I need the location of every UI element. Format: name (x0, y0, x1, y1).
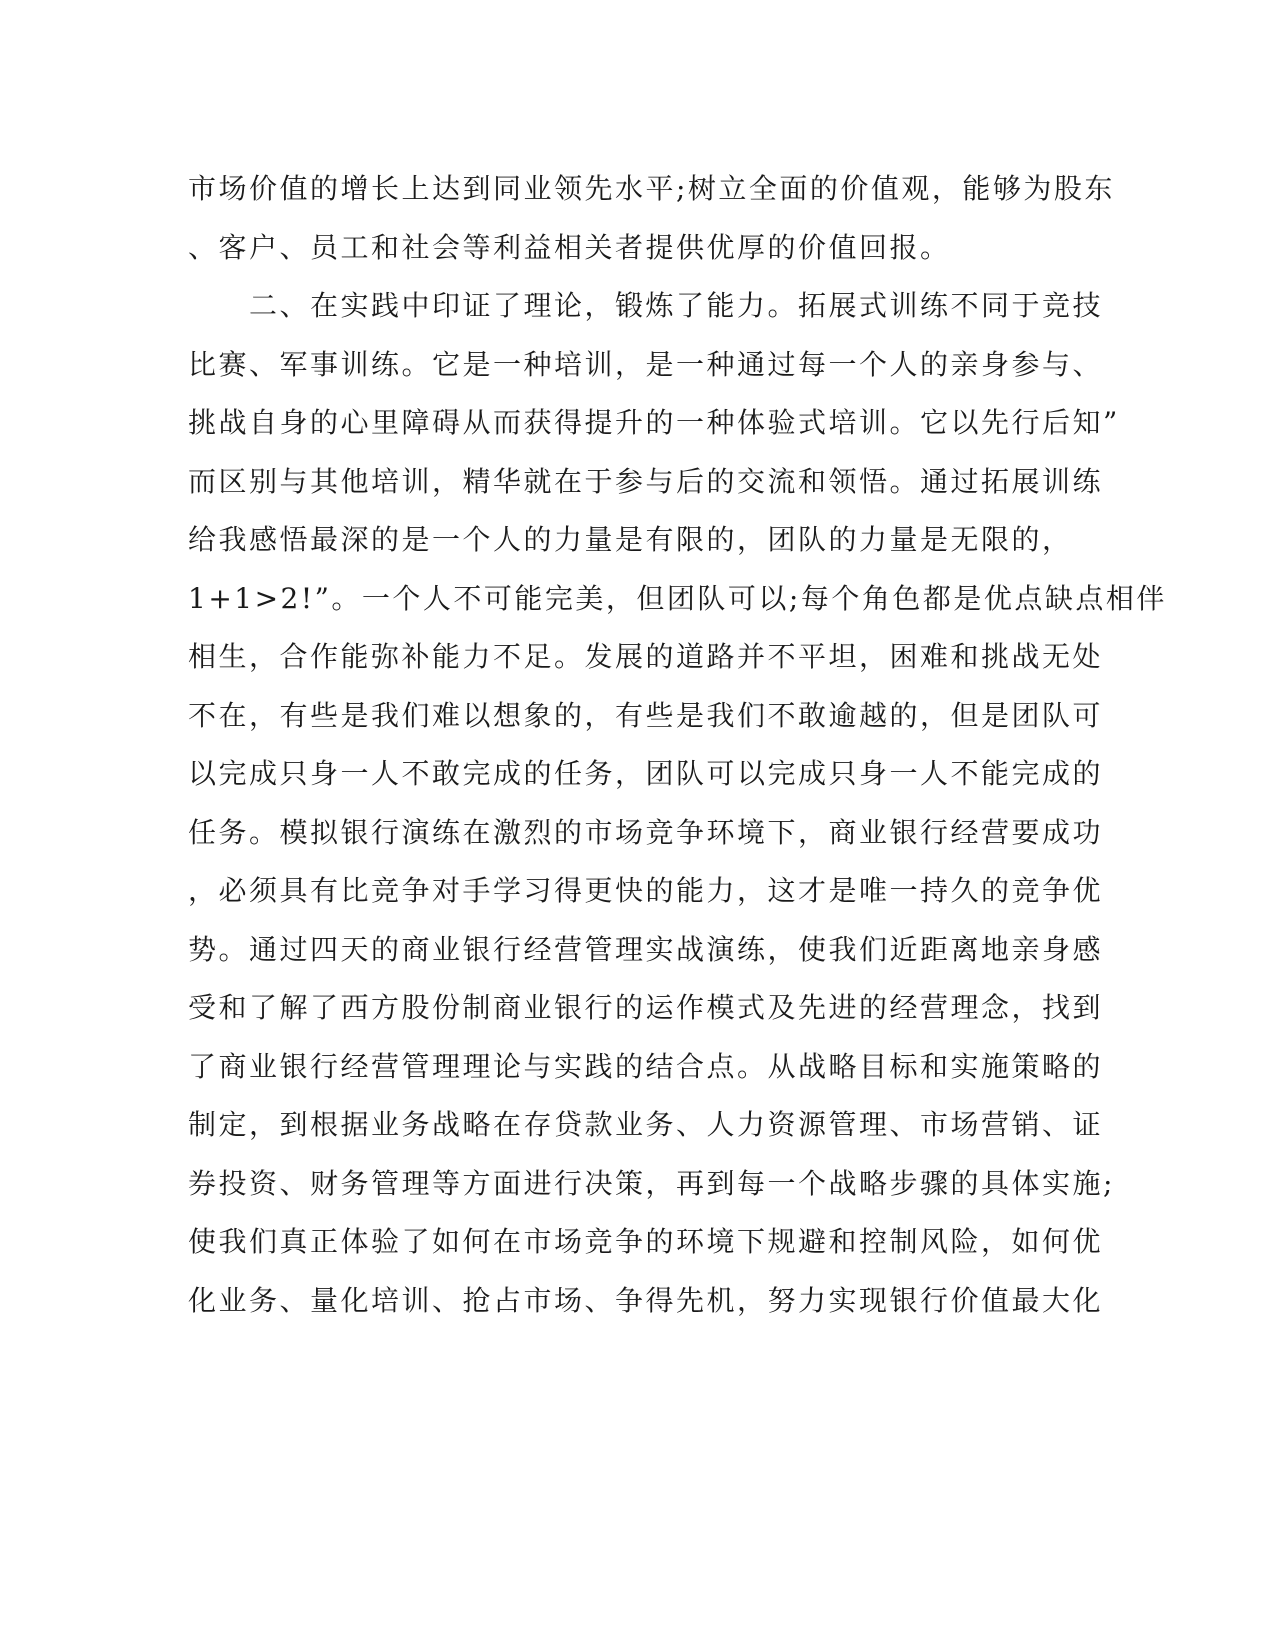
text-line: 受和了解了西方股份制商业银行的运作模式及先进的经营理念，找到 (188, 991, 1104, 1024)
text-line: 不在，有些是我们难以想象的，有些是我们不敢逾越的，但是团队可 (188, 698, 1104, 732)
text-line: 给我感悟最深的是一个人的力量是有限的，团队的力量是无限的， (188, 523, 1073, 556)
text-line: 任务。模拟银行演练在激烈的市场竞争环境下，商业银行经营要成功 (188, 815, 1104, 849)
text-line: 了商业银行经营管理理论与实践的结合点。从战略目标和实施策略的 (188, 1049, 1104, 1083)
text-line: 而区别与其他培训，精华就在于参与后的交流和领悟。通过拓展训练 (188, 464, 1104, 498)
text-line: 二、在实践中印证了理论，锻炼了能力。拓展式训练不同于竞技 (188, 289, 1104, 322)
text-line: 势。通过四天的商业银行经营管理实战演练，使我们近距离地亲身感 (188, 932, 1104, 966)
text-line: 券投资、财务管理等方面进行决策，再到每一个战略步骤的具体实施; (188, 1166, 1115, 1200)
text-line: 、客户、员工和社会等利益相关者提供优厚的价值回报。 (188, 230, 951, 264)
text-line: 比赛、军事训练。它是一种培训，是一种通过每一个人的亲身参与、 (188, 347, 1104, 381)
text-line: 化业务、量化培训、抢占市场、争得先机，努力实现银行价值最大化 (188, 1283, 1104, 1317)
text-line: 制定，到根据业务战略在存贷款业务、人力资源管理、市场营销、证 (188, 1108, 1104, 1141)
text-line: 相生，合作能弥补能力不足。发展的道路并不平坦，困难和挑战无处 (188, 640, 1104, 673)
text-line: ，必须具有比竞争对手学习得更快的能力，这才是唯一持久的竞争优 (188, 874, 1104, 907)
text-line: 1+1>2!”。一个人不可能完美，但团队可以;每个角色都是优点缺点相伴 (188, 581, 1167, 615)
body-text (188, 160, 1167, 1330)
text-line: 市场价值的增长上达到同业领先水平;树立全面的价值观，能够为股东 (188, 172, 1115, 205)
text-line: 挑战自身的心里障碍从而获得提升的一种体验式培训。它以先行后知” (188, 406, 1120, 439)
text-line: 使我们真正体验了如何在市场竞争的环境下规避和控制风险，如何优 (188, 1225, 1104, 1258)
text-line: 以完成只身一人不敢完成的任务，团队可以完成只身一人不能完成的 (188, 757, 1104, 790)
